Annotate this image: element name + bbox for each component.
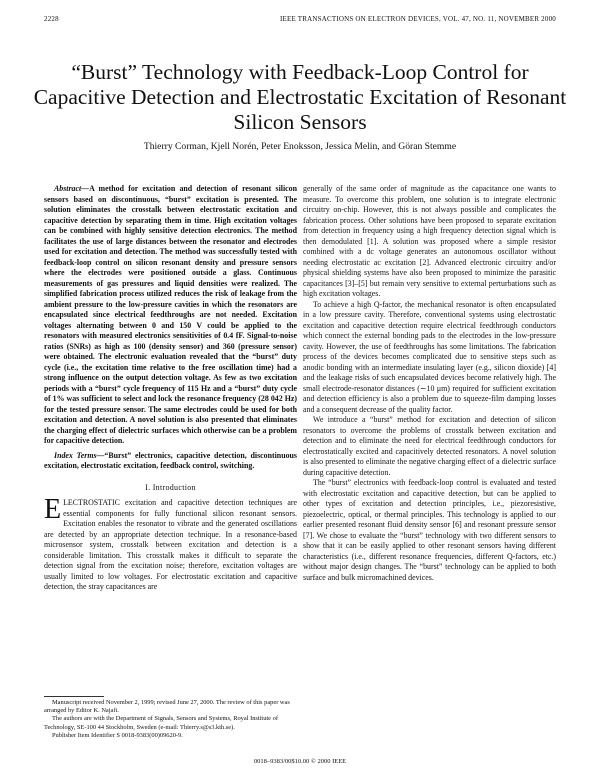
abstract-label: Abstract— <box>54 184 90 193</box>
body-paragraph: The “burst” electronics with feedback-loop control is evaluated and tested with electrostatic excitation and capacitive detection, but can be applied to other types of excitation and detection principles, i.e., piezoresistive, piezoelectric, optical, or thermal principles. This technology is applied to our earlier presented resonant fluid density sensor [6] and resonant pressure sensor [7]. We chose to evaluate the “burst” technology with two different sensors to show that it can be easily applied to other resonant sensors having different characteristics (i.e., different resonance frequencies, different Q-factors, etc.) without major design changes. The “burst” technology can be applied to both surface and bulk micromachined devices. <box>303 478 556 582</box>
index-terms-label: Index Terms— <box>54 450 105 460</box>
author-list: Thierry Corman, Kjell Norén, Peter Enoksson, Jessica Melin, and Göran Stemme <box>143 141 457 152</box>
body-paragraph: generally of the same order of magnitude as the capacitance one wants to measure. To overcome this problem, one solution is to integrate electronic circuitry on-chip. However, this is not always possible and complicates the fabrication process. Other solutions have been proposed to separate excitation from detection in frequency using a high frequency detection signal which is then demodulated [1]. A solution was proposed where a simple resistor combined with a dc voltage generates an autonomous oscillator without needing electrostatic ac excitation [2]. Advanced electronic circuitry and/or physical shielding systems have also been proposed to minimize the parasitic capacitances [3]–[5] but remain very sensitive to external perturbations such as high excitation voltages. <box>303 184 556 298</box>
drop-cap: E <box>44 494 62 525</box>
body-paragraph: To achieve a high Q-factor, the mechanical resonator is often encapsulated in a low pressure cavity. Therefore, conventional systems using electrostatic excitation and capacitive detection require electrical feedthrough conductors which connect the external bonding pads to the electrodes in the low-pressure cavity. However, the use of feedthroughs has some limitations. The fabrication process of the devices becomes complicated due to sensitive steps such as anodic bonding with an intermediate insulating layer (e.g., silicon dioxide) [4] and the leakage risks of such encapsulated devices become relatively high. The small electrode-resonator distances (∼10 μm) required for sufficient excitation and detection efficiency is also a problem due to squeeze-film damping losses and a consequent decrease of the quality factor. <box>303 299 556 414</box>
copyright-footer: 0018–9383/00$10.00 © 2000 IEEE <box>253 758 347 765</box>
body-paragraph: We introduce a “burst” method for excitation and detection of silicon resonators to overcome the problems of crosstalk between excitation and detection and to eliminate the need for electrical feedthrough conductors for electrostatically excited and capacitively detected resonators. A novel solution is also presented to eliminate the negative charging effect of a dielectric surface during capacitive detection. <box>303 415 556 477</box>
abstract-text: A method for excitation and detection of resonant silicon sensors based on discontinuous, “burst” excitation is presented. The solution eliminates the crosstalk between electrostatic excitation and capacitive detection by separating them in time. High excitation voltages can be combined with highly sensitive detection electronics. The method facilitates the use of large distances between the resonator and electrodes used for excitation and detection. The method was successfully tested with feedback-loop control on silicon resonant density and pressure sensors where the electrodes were positioned outside a glass. Continuous measurements of gas pressures and liquid densities were realized. The simplified fabrication process utilized reduces the risk of leakage from the ambient pressure to the low-pressure cavities in which the resonators are encapsulated since electrical feedthroughs are not needed. Excitation voltages alternating between 0 and 150 V could be applied to the resonators with measured electronics sensitivities of 0.4 fF. Signal-to-noise ratios (SNRs) as high as 100 (density sensor) and 360 (pressure sensor) were obtained. The electronic evaluation revealed that the “burst” duty cycle (i.e., the excitation time relative to the free oscillation time) had a strong influence on the output detection voltage. As few as two excitation periods with a “burst” cycle frequency of 115 Hz and a “burst” duty cycle of 1% was sufficient to select and lock the resonance frequency (28 042 Hz) for the tested pressure sensor. The same electrodes could be used for both excitation and detection. A novel solution is also presented that eliminates the charging effect of dielectric surfaces which otherwise can be a problem for capacitive detection. <box>44 184 297 445</box>
right-column <box>303 184 556 583</box>
index-terms-text: “Burst” electronics, capacitive detection, discontinuous excitation, electrostatic excitation, feedback control, switching. <box>44 450 297 470</box>
footnotes <box>44 696 297 740</box>
index-terms <box>44 451 297 472</box>
paper-title: “Burst” Technology with Feedback-Loop Control for Capacitive Detection and Electrostatic Excitation of Resonant Silicon Sensors <box>33 60 567 134</box>
left-column <box>44 184 297 593</box>
footnote: The authors are with the Department of Signals, Sensors and Systems, Royal Institute of Technology, SE-100 44 Stockholm, Sweden (e-mail: Thierry.s@s3.kth.se). <box>44 715 278 731</box>
journal-name: IEEE TRANSACTIONS ON ELECTRON DEVICES, VOL. 47, NO. 11, NOVEMBER 2000 <box>280 15 556 23</box>
intro-text: LECTROSTATIC excitation and capacitive detection techniques are essential components for fully functional silicon resonant sensors. Excitation enables the resonator to vibrate and the generated oscillations are detected by an appropriate detection technique. In a resonance-based microsensor system, crosstalk between excitation and detection is a considerable limitation. This crosstalk makes it difficult to separate the detection signal from the excitation noise; therefore, excitation voltages are usually limited to low voltages. For electrostatic excitation and capacitive detection, the stray capacitances are <box>44 498 297 591</box>
footnote: Manuscript received November 2, 1999; revised June 27, 2000. The review of this paper was arranged by Editor K. Najafi. <box>44 699 290 715</box>
section-heading: I. Introduction <box>145 482 196 492</box>
page-number: 2228 <box>44 15 59 23</box>
intro-paragraph <box>44 494 297 593</box>
abstract <box>44 184 297 447</box>
footnote-rule <box>44 696 104 697</box>
footnote: Publisher Item Identifier S 0018-9383(00)09620-9. <box>52 731 183 739</box>
